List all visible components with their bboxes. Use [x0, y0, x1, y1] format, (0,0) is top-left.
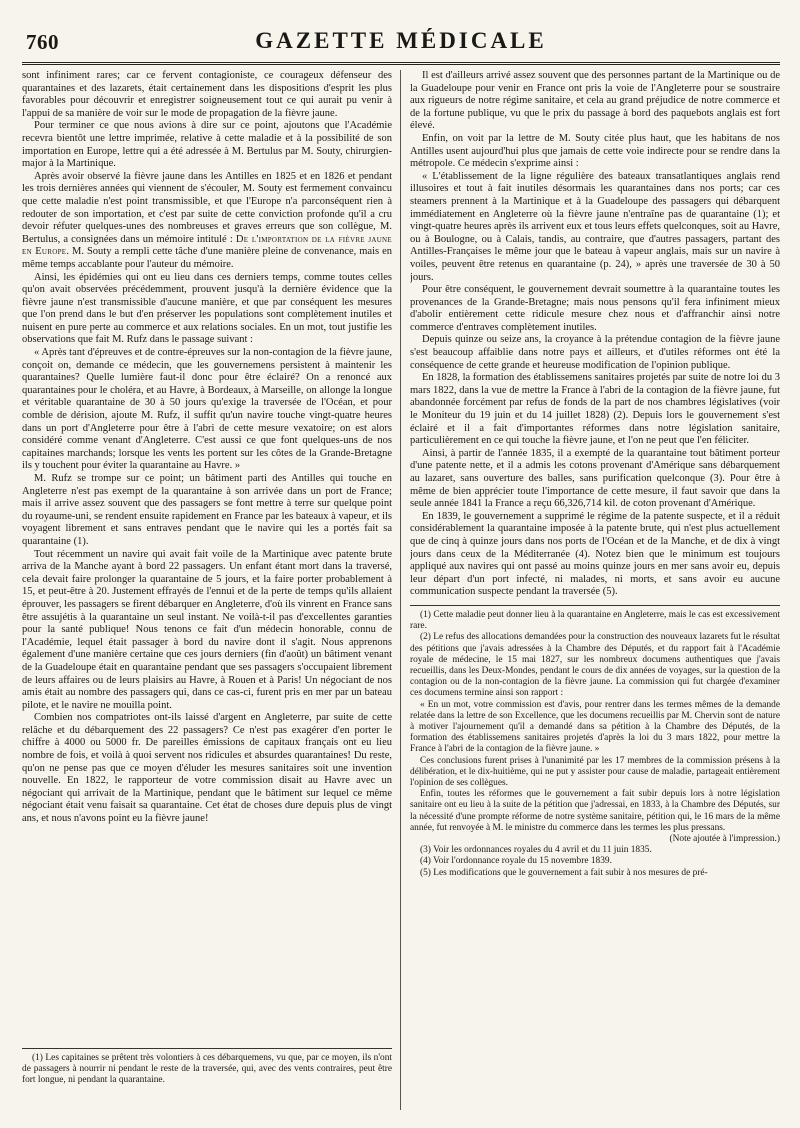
left-footnotes [22, 1048, 392, 1087]
paragraph-text: Après avoir observé la fièvre jaune dans les Antilles en 1825 et en 1826 et pendant les trois dernières années qui viennent de s'écouler, M. Souty est fermement convaincu que cette maladie n'est point transmissible, et que l'Europe n'a parconséquent rien à redouter de son importation, et c'est par suite de cette conviction profonde qu'il a cru devoir réfuter quelques-unes des nombreuses et graves erreurs que son collègue, M. Bertulus, a consignées dans un mémoire intitulé : [22, 170, 392, 245]
footnote: Enfin, toutes les réformes que le gouvernement a fait subir depuis lors à notre législation sanitaire ont eu lieu à la suite de la pétition que j'adressai, en 1833, à la Chambre des Députés, sur la nécessité d'une prompte réforme de notre système sanitaire, pétition qui, le 16 mars de la même année, fut renvoyée à M. le ministre du commerce dans les termes les plus pressans. [410, 789, 780, 833]
paragraph: M. Rufz se trompe sur ce point; un bâtiment parti des Antilles qui touche en Angleterre n'est pas exempt de la quarantaine à son arrivée dans un port de France; mais il arrive assez souvent que des passagers se font mettre à terre sur quelque point du royaume-uni, se rendent ensuite rapidement en France par les bateaux à vapeur, et ils voyagent librement et sans entraves pendant que le navire qui les a portés fait sa quarantaine (1). [22, 473, 392, 547]
footnote: (3) Voir les ordonnances royales du 4 avril et du 11 juin 1835. [420, 845, 652, 856]
footnote-quote: « En un mot, votre commission est d'avis, pour rentrer dans les termes mêmes de la demande relatée dans la lettre de son Excellence, que les documens recueillis par M. Chervin sont de nature à motiver l'ajournement qu'il a demandé dans sa pétition à la Chambre des Députés, de la formation des établissemens sanitaires projetés d'après la loi du 3 mars 1822, pour mettre la France à l'abri de la contagion de la fièvre jaune. » [410, 699, 780, 755]
memoir-title: De l'importation de la fièvre jaune en Europe [22, 233, 392, 258]
footnote: (1) Les capitaines se prêtent très volontiers à ces débarquemens, vu que, par ce moyen, ils n'ont de passagers à nourrir ni pendant le reste de la traversée, qui, avec des vents contraires, peut être fort longue, ni pendant la quarantaine. [22, 1053, 392, 1086]
paragraph: sont infiniment rares; car ce fervent contagioniste, ce courageux défenseur des quarantaines et des lazarets, était certainement dans les dispositions d'esprit les plus favorables pour découvrir et enregistrer soigneusement tout ce qui aurait pu venir à l'appui de sa manière de voir sur le mode de propagation de la fièvre jaune. [22, 70, 392, 119]
paragraph-text: . M. Souty a rempli cette tâche d'une manière pleine de convenance, mais en même temps accablante pour l'auteur du mémoire. [22, 246, 392, 270]
page-header [22, 22, 780, 65]
paragraph: Tout récemment un navire qui avait fait voile de la Martinique avec patente brute arriva de la Manche ayant à bord 22 passagers. Un enfant étant mort dans la traversé, cela devait faire prolonger la quarantaine de 5 jours, et la faire porter probablement à 15, et peut-être à 20. Justement effrayés de l'ennui et de la perte de temps qu'ils allaient éprouver, les passagers se firent débarquer en Angleterre, d'où ils vinrent en France sans être assujétis à la quarantaine un seul instant. Ne voilà-t-il pas d'excellentes garanties pour la santé publique! Nous tenons ce fait d'un médecin honorable, connu de l'Académie, lequel était passager à bord du navire dont il s'agit. Nous apprenons également d'une manière certaine que ces jours derniers (fin d'août) un bâtiment venant de la Guadeloupe était en quarantaine pendant que ses passagers s'occupaient librement de leurs affaires ou de leurs plaisirs au Havre, à Rouen et à Paris! Un négociant de nos amis était au nombre des passagers qui, dans ce cas-ci, furent pris en mer par un bateau pilote, et le navire ne mouilla point. [22, 548, 392, 711]
paragraph: Pour terminer ce que nous avions à dire sur ce point, ajoutons que l'Académie recevra bientôt une lettre imprimée, relative à cette maladie et à la possibilité de son importation en Europe, lettre qui a été adressée à M. Bertulus par M. Souty, chirurgien-major à la Martinique. [22, 120, 392, 170]
paragraph: Depuis quinze ou seize ans, la croyance à la prétendue contagion de la fièvre jaune s'est beaucoup affaiblie dans notre pays et ailleurs, et d'utiles réformes ont été la conséquence de cette grande et heureuse modification de l'opinion publique. [410, 334, 780, 371]
left-column [22, 70, 392, 1110]
paragraph: Il est d'ailleurs arrivé assez souvent que des personnes partant de la Martinique ou de la Guadeloupe pour venir en France ont pris la voie de l'Angleterre pour se soustraire aux rigueurs de notre régime sanitaire, et cela au grand préjudice de notre commerce et de la fortune publique, vu que le prix du passage à bord des paquebots anglais est fort élevé. [410, 70, 780, 132]
column-divider [400, 70, 401, 1110]
footnote: (5) Les modifications que le gouvernement a fait subir à nos mesures de pré- [420, 867, 708, 878]
right-column [410, 70, 780, 1110]
note-added: (Note ajoutée à l'impression.) [669, 834, 780, 844]
paragraph: En 1828, la formation des établissemens sanitaires projetés par suite de notre loi du 3 mars 1822, dans la vue de mettre la France à l'abri de la contagion de la fièvre jaune, fut abandonnée forcément par refus de fonds de la part de nos chambres législatives (voir le Moniteur du 19 juin et du 14 juillet 1828) (2). Depuis lors le gouvernement s'est éclairé et il a fait d'importantes réformes dans notre législation sanitaire, particulièrement en ce qui touche la fièvre jaune, et l'on ne peut que l'en féliciter. [410, 372, 780, 447]
footnote: Ces conclusions furent prises à l'unanimité par les 17 membres de la commission présens à la délibération, et le dix-huitième, qui ne put y assister pour cause de maladie, partageait entièrement l'opinion de ses collègues. [410, 755, 780, 788]
columns [22, 70, 780, 1110]
footnote-rule [410, 605, 780, 606]
footnote: (2) Le refus des allocations demandées pour la construction des nouveaux lazarets fut le résultat des pétitions que j'avais adressées à la Chambre des Députés, et du rapport fait à l'Académie royale de médecine, le 15 mai 1827, sur les nombreux documens authentiques que j'avais recueillis, dans les Deux-Mondes, pendant le cours de dix années de voyages, sur la question de la contagion ou de la non-contagion de la fièvre jaune. La commission qui fut chargée d'examiner ces documens termine ainsi son rapport : [410, 632, 780, 699]
page-number: 760 [26, 30, 59, 54]
footnote-rule [22, 1048, 392, 1049]
quotation: « L'établissement de la ligne régulière des bateaux transatlantiques anglais rend illusoires et tout à fait inutiles désormais les quarantaines dans nos ports; car ces steamers prennent à la Martinique et à la Guadeloupe des passagers qui débarquent immédiatement en Angleterre où la fièvre jaune n'entraîne pas de quarantaine (1); et vingt-quatre heures après ils arrivent eux et tous leurs effets quelconques, soit au Havre, ou à Boulogne, ou à Calais, tandis, au contraire, que d'autres passagers, partant des Antilles-Françaises le même jour que le bateau à vapeur anglais, mais sur un navire à voiles, peuvent être retenus en quarantaine (p. 24), » après une traversée de 30 à 50 jours. [410, 170, 780, 283]
paragraph: En 1839, le gouvernement a supprimé le régime de la patente suspecte, et il a réduit considérablement la quarantaine imposée à la patente brute, qui n'est plus actuellement que de cinq à quinze jours dans nos ports de l'Océan et de la Manche, et de dix à vingt jours dans ceux de la Méditerranée (4). Notez bien que le minimum est toujours appliqué aux navires qui ont passé au moins quinze jours en mer sans avoir eu, depuis leur départ d'un port infecté, ni malades, ni morts, et sans avoir eu aucune communication suspecte pendant la traversée (5). [410, 510, 780, 598]
footnote: (4) Voir l'ordonnance royale du 15 novembre 1839. [420, 856, 612, 867]
paragraph: Combien nos compatriotes ont-ils laissé d'argent en Angleterre, par suite de cette relâche et du débarquement des 22 passagers? Ce n'est pas exagérer d'en porter le chiffre à 4000 ou 5000 fr. De pareilles émissions de capitaux français ont eu lieu nombre de fois, et voilà à quoi servent nos ridicules et absurdes quarantaines! Du reste, qu'on ne pense pas que ce moyen d'éluder les mesures sanitaires soit une invention nouvelle. En 1822, le rapporteur de votre commission disait au Havre avec un négociant qui arrivait de la Martinique, pendant que le bâtiment sur lequel ce même négociant était venu faisait sa quarantaine. Cet état de choses dure depuis plus de vingt ans, et nous n'avons point eu la fièvre jaune! [22, 712, 392, 825]
paragraph: Ainsi, les épidémies qui ont eu lieu dans ces derniers temps, comme toutes celles qu'on avait observées précédemment, prouvent jusqu'à la dernière évidence que la fièvre jaune n'est transmissible d'aucune manière, et que par conséquent les mesures que l'on prend dans le but d'en préserver les populations sont complètement inutiles et nuisent en pure perte au commerce et aux relations sociales. En un mot, tout justifie les observations que fait M. Rufz dans le passage suivant : [22, 271, 392, 346]
paragraph: Ainsi, à partir de l'année 1835, il a exempté de la quarantaine tout bâtiment porteur d'une patente nette, et il a admis les cotons provenant d'Amérique sans débarquement au lazaret, sans ouverture des balles, sans purification quelconque (3). Pour être à même de bien apprécier toute l'importance de cette mesure, il faut savoir que dans la seule année 1841 la France a reçu 66,326,714 kil. de coton provenant d'Amérique. [410, 447, 780, 510]
journal-title: GAZETTE MÉDICALE [255, 28, 547, 53]
footnote: (1) Cette maladie peut donner lieu à la quarantaine en Angleterre, mais le cas est excessivement rare. [410, 609, 780, 632]
newspaper-page [22, 22, 780, 1112]
paragraph: Pour être conséquent, le gouvernement devrait soumettre à la quarantaine toutes les provenances de la Grande-Bretagne; mais nous pensons qu'il fera infiniment mieux d'abolir entièrement cette ridicule mesure chez nous et d'affranchir ainsi notre commerce d'entraves complètement inutiles. [410, 284, 780, 333]
quotation: « Après tant d'épreuves et de contre-épreuves sur la non-contagion de la fièvre jaune, conçoit on, demande ce médecin, que les gouvernemens persistent à maintenir les quarantaines? Quelle lumière faut-il donc pour être éclairé? On a renoncé aux quarantaines pour le choléra, et au Havre, à Bordeaux, à Marseille, on allonge la longue et véritable quarantaine de 30 à 50 jours qu'exige la traversée de l'Océan, et pour comble de dérision, ajoute M. Rufz, il suffit qu'un navire touche vingt-quatre heures dans un port d'Angleterre pour être à l'abri de cette mesure vexatoire; on est alors considéré comme venant d'Angleterre. C'est aussi ce que font quelques-uns de nos capitaines marchands; lorsque les vents les portent sur les côtes de la Grande-Bretagne ils y touchent pour éviter la quarantaine au Havre. » [22, 347, 392, 472]
paragraph: Enfin, on voit par la lettre de M. Souty citée plus haut, que les habitans de nos Antilles usent aujourd'hui plus que jamais de cette voie indirecte pour se rendre dans la métropole. Ce médecin s'exprime ainsi : [410, 132, 780, 170]
paragraph [22, 171, 392, 272]
